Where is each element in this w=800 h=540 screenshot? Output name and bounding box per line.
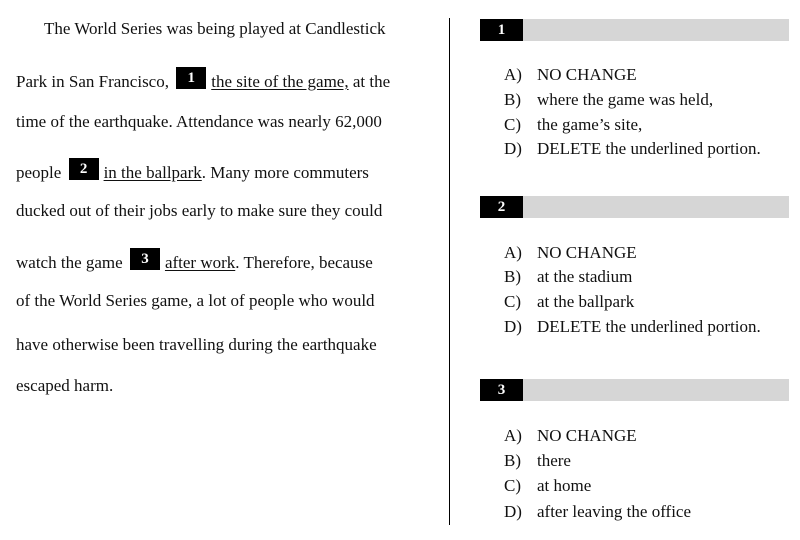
- answer-option-1d[interactable]: [504, 139, 761, 159]
- underlined-portion-2: in the ballpark: [103, 163, 202, 182]
- question-header-3: [480, 379, 789, 401]
- question-header-1: [480, 19, 789, 41]
- question-number-3: 3: [480, 379, 523, 401]
- question-marker-3[interactable]: 3: [130, 248, 160, 270]
- answer-option-2b[interactable]: [504, 267, 632, 287]
- option-text: at home: [537, 476, 592, 495]
- passage-line: The World Series was being played at Candlestick: [44, 19, 386, 38]
- option-letter: A): [504, 426, 522, 445]
- option-text: NO CHANGE: [537, 243, 637, 262]
- passage-line: time of the earthquake. Attendance was nearly 62,000: [16, 112, 382, 131]
- answer-option-3c[interactable]: [504, 476, 591, 496]
- passage-line: escaped harm.: [16, 376, 114, 395]
- option-text: DELETE the underlined portion.: [537, 317, 761, 336]
- option-text: NO CHANGE: [537, 65, 637, 84]
- answer-option-3a[interactable]: [504, 426, 637, 446]
- option-letter: B): [504, 90, 521, 109]
- option-text: where the game was held,: [537, 90, 714, 109]
- question-number-2: 2: [480, 196, 523, 218]
- passage-text: . Many more commuters: [201, 163, 369, 182]
- passage-text: people: [16, 163, 62, 182]
- option-letter: A): [504, 65, 522, 84]
- option-text: at the stadium: [537, 267, 633, 286]
- option-text: the game’s site,: [537, 115, 643, 134]
- passage-line: ducked out of their jobs early to make sure they could: [16, 201, 383, 220]
- answer-option-1a[interactable]: [504, 65, 637, 85]
- passage-text: watch the game: [16, 253, 123, 272]
- option-letter: D): [504, 139, 522, 158]
- answer-option-2a[interactable]: [504, 243, 637, 263]
- option-text: there: [537, 451, 571, 470]
- question-marker-1[interactable]: 1: [176, 67, 206, 89]
- option-letter: C): [504, 476, 521, 495]
- passage-line: of the World Series game, a lot of people who would: [16, 291, 375, 310]
- passage-line: have otherwise been travelling during the earthquake: [16, 335, 377, 354]
- answer-option-1c[interactable]: [504, 115, 642, 135]
- option-letter: A): [504, 243, 522, 262]
- option-letter: B): [504, 451, 521, 470]
- passage-text: . Therefore, because: [235, 253, 373, 272]
- passage-text: Park in San Francisco,: [16, 72, 169, 91]
- option-text: after leaving the office: [537, 502, 692, 521]
- question-number-1: 1: [480, 19, 523, 41]
- option-letter: C): [504, 292, 521, 311]
- answer-option-3d[interactable]: [504, 502, 691, 522]
- passage-line: [16, 248, 373, 273]
- option-letter: D): [504, 317, 522, 336]
- option-letter: B): [504, 267, 521, 286]
- option-letter: C): [504, 115, 521, 134]
- underlined-portion-3: after work: [164, 253, 236, 272]
- option-text: NO CHANGE: [537, 426, 637, 445]
- answer-option-2d[interactable]: [504, 317, 761, 337]
- answer-option-2c[interactable]: [504, 292, 634, 312]
- answer-option-1b[interactable]: [504, 90, 713, 110]
- passage-line: [16, 158, 369, 183]
- question-marker-2[interactable]: 2: [69, 158, 99, 180]
- passage-text: at the: [348, 72, 391, 91]
- underlined-portion-1: the site of the game,: [211, 72, 349, 91]
- option-text: at the ballpark: [537, 292, 635, 311]
- option-text: DELETE the underlined portion.: [537, 139, 761, 158]
- option-letter: D): [504, 502, 522, 521]
- passage-line: [16, 67, 390, 92]
- answer-option-3b[interactable]: [504, 451, 571, 471]
- question-header-2: [480, 196, 789, 218]
- column-divider: [449, 18, 450, 525]
